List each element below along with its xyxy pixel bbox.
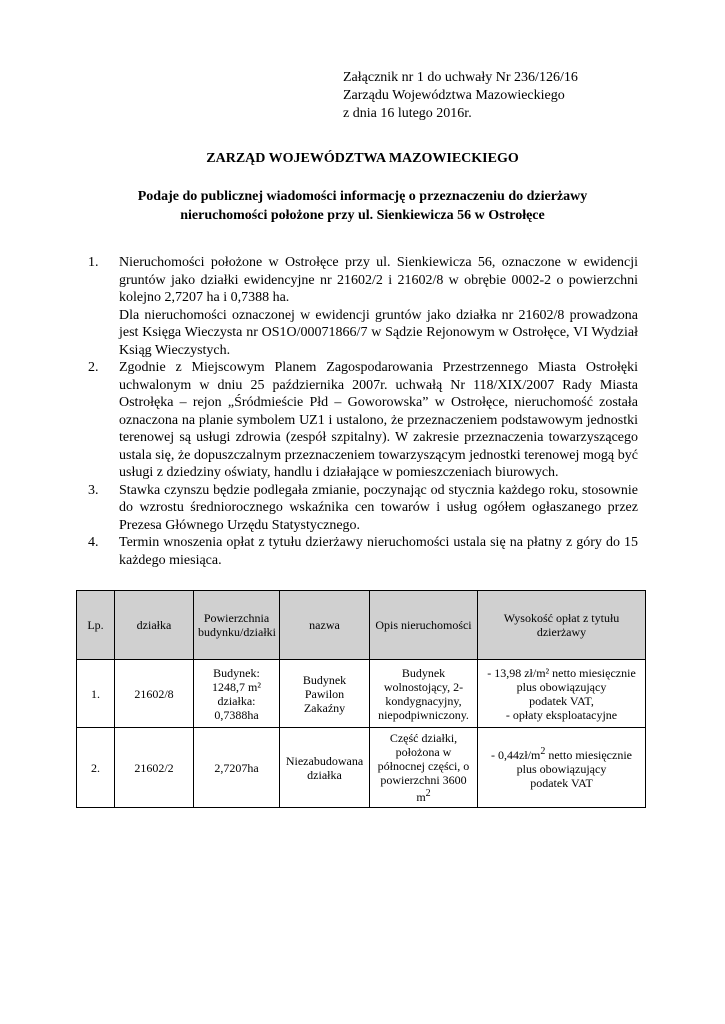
point-number: 3. bbox=[88, 482, 99, 498]
cell-wysokosc bbox=[478, 728, 646, 808]
board-line: Zarządu Województwa Mazowieckiego bbox=[343, 88, 565, 103]
point-1 bbox=[88, 254, 638, 359]
cell-line: 0,7388ha bbox=[214, 707, 259, 722]
subtitle-line: Podaje do publicznej wiadomości informację o przeznaczeniu do dzierżawy bbox=[137, 189, 588, 204]
point-4 bbox=[88, 534, 638, 569]
point-text: Termin wnoszenia opłat z tytułu dzierżawy nieruchomości ustala się na płatny z góry do 15 każdego miesiąca. bbox=[119, 535, 638, 568]
cell-dzialka: 21602/8 bbox=[115, 660, 194, 728]
cell-line: Budynek: bbox=[213, 665, 260, 680]
table-header-row bbox=[77, 591, 646, 660]
superscript: 2 bbox=[425, 788, 431, 799]
point-text: Nieruchomości położone w Ostrołęce przy ul. Sienkiewicza 56, oznaczone w ewidencji gruntów jako działki ewidencyjne nr 21602/2 i 21602/8 w obrębie 0002-2 o powierzchni kolejno 2,7207 ha i 0,7388 ha. bbox=[119, 255, 638, 305]
header-powierzchnia: Powierzchnia budynku/działki bbox=[194, 591, 280, 660]
cell-line: 1248,7 m² bbox=[212, 679, 261, 694]
cell-line bbox=[482, 745, 641, 762]
cell-line: plus obowiązujący bbox=[516, 679, 607, 694]
cell-text: netto miesięcznie bbox=[545, 748, 632, 762]
cell-wysokosc bbox=[478, 660, 646, 728]
point-text: Stawka czynszu będzie podlegała zmianie, poczynając od stycznia każdego roku, stosownie do wzrostu średniorocznego wskaźnika cen towarów i usług ogółem ogłaszanego przez Prezesa Głównego Urzędu Statystycznego. bbox=[119, 482, 638, 533]
cell-nazwa: Niezabudowana działka bbox=[280, 728, 370, 808]
cell-opis: Budynek wolnostojący, 2-kondygnacyjny, niepodpiwniczony. bbox=[370, 660, 478, 728]
cell-line: podatek VAT, bbox=[529, 693, 594, 708]
subtitle-line: nieruchomości położone przy ul. Sienkiewicza 56 w Ostrołęce bbox=[180, 208, 545, 223]
point-text: Zgodnie z Miejscowym Planem Zagospodarowania Przestrzennego Miasta Ostrołęki uchwalonym w dniu 25 października 2007r. uchwałą Nr 118/XIX/2007 Rady Miasta Ostrołęka – rejon „Śródmieście Płd – Goworowska” w Ostrołęce, nieruchomość została oznaczona na planie symbolem UZ1 i ustalono, że przeznaczeniem podstawowym jednostki terenowej są usługi zdrowia (zespół szpitalny). W zakresie przeznaczenia towarzyszącego ustala się, że dopuszczalnym przeznaczeniem towarzyszącym jednostki terenowej mogą być usługi z dziedziny oświaty, handlu i działające w pomieszczeniach biurowych. bbox=[119, 360, 638, 480]
cell-lp: 1. bbox=[77, 660, 115, 728]
cell-dzialka: 21602/2 bbox=[115, 728, 194, 808]
cell-nazwa: Budynek Pawilon Zakaźny bbox=[280, 660, 370, 728]
document-subtitle bbox=[90, 187, 635, 225]
cell-line: działka: bbox=[217, 693, 256, 708]
point-number: 1. bbox=[88, 255, 99, 270]
cell-text: - 0,44zł/m bbox=[491, 748, 541, 762]
table-row bbox=[77, 728, 646, 808]
numbered-points bbox=[88, 254, 638, 569]
attachment-header bbox=[343, 69, 683, 123]
cell-text: Część działki, położona w północnej części, o powierzchni 3600 m bbox=[377, 731, 470, 804]
attachment-line: Załącznik nr 1 do uchwały Nr 236/126/16 bbox=[343, 70, 578, 85]
date-line: z dnia 16 lutego 2016r. bbox=[343, 106, 472, 121]
cell-powierzchnia: 2,7207ha bbox=[194, 728, 280, 808]
cell-line: podatek VAT bbox=[530, 776, 593, 790]
rates-table bbox=[76, 590, 646, 808]
point-number: 2. bbox=[88, 360, 99, 375]
header-opis: Opis nieruchomości bbox=[370, 591, 478, 660]
cell-line: - opłaty eksploatacyjne bbox=[505, 707, 618, 722]
cell-line: plus obowiązujący bbox=[516, 762, 607, 776]
header-dzialka: działka bbox=[115, 591, 194, 660]
point-text: Dla nieruchomości oznaczonej w ewidencji gruntów jako działka nr 21602/8 prowadzona jest Księga Wieczysta nr OS1O/00071866/7 w Sądzie Rejonowym w Ostrołęce, VI Wydział Ksiąg Wieczystych. bbox=[119, 307, 638, 358]
header-nazwa: nazwa bbox=[280, 591, 370, 660]
document-title: ZARZĄD WOJEWÓDZTWA MAZOWIECKIEGO bbox=[206, 151, 519, 166]
point-3 bbox=[88, 482, 638, 535]
cell-lp: 2. bbox=[77, 728, 115, 808]
header-lp: Lp. bbox=[77, 591, 115, 660]
table-row bbox=[77, 660, 646, 728]
cell-line: - 13,98 zł/m² netto miesięcznie bbox=[487, 665, 636, 680]
header-wysokosc: Wysokość opłat z tytułu dzierżawy bbox=[478, 591, 646, 660]
superscript: 2 bbox=[540, 746, 546, 757]
point-number: 4. bbox=[88, 535, 99, 550]
cell-powierzchnia bbox=[194, 660, 280, 728]
point-2 bbox=[88, 359, 638, 482]
cell-opis bbox=[370, 728, 478, 808]
